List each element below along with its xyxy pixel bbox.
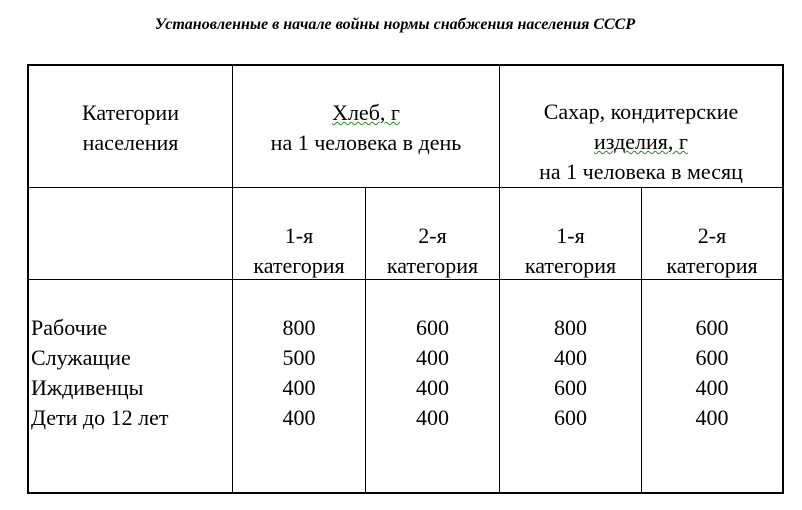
subheader-bread-cat2 — [366, 221, 499, 281]
subheader-cat-word: категория — [386, 253, 479, 278]
header-categories-line2: населения — [82, 130, 179, 155]
bread-cat1-values — [233, 313, 365, 433]
subheader-cat-word: категория — [666, 253, 758, 278]
header-bread — [233, 98, 499, 158]
value-cell: 400 — [282, 375, 316, 400]
sugar-cat2-values — [642, 313, 782, 433]
subheader-cat-word: категория — [524, 253, 617, 278]
subheader-cat-number: 1-я — [556, 223, 585, 248]
header-categories-line1: Категории — [82, 100, 179, 125]
row-divider — [29, 187, 782, 188]
sugar-cat1-values — [500, 313, 641, 433]
header-bread-line2: на 1 человека в день — [270, 130, 462, 155]
value-cell: 600 — [416, 315, 449, 340]
subheader-bread-cat1 — [233, 221, 365, 281]
value-cell: 400 — [416, 405, 449, 430]
value-cell: 600 — [695, 315, 729, 340]
header-sugar-unit: изделия, г — [594, 129, 688, 154]
header-bread-unit: Хлеб, г — [332, 100, 400, 125]
supply-norms-table — [27, 64, 784, 494]
header-categories — [29, 98, 232, 158]
row-label: Служащие — [31, 345, 131, 370]
value-cell: 800 — [282, 315, 316, 340]
value-cell: 600 — [554, 405, 587, 430]
subheader-cat-number: 2-я — [697, 223, 727, 248]
value-cell: 400 — [695, 375, 729, 400]
value-cell: 800 — [554, 315, 587, 340]
value-cell: 500 — [282, 345, 316, 370]
header-bread-line1 — [233, 98, 499, 128]
subheader-cat-number: 1-я — [284, 223, 314, 248]
header-sugar-line2 — [500, 127, 782, 157]
row-labels — [31, 313, 231, 433]
subheader-sugar-cat1 — [500, 221, 641, 281]
value-cell: 400 — [282, 405, 316, 430]
subheader-cat-word: категория — [253, 253, 345, 278]
value-cell: 400 — [416, 375, 449, 400]
subheader-cat-number: 2-я — [418, 223, 447, 248]
header-sugar — [500, 97, 782, 187]
bread-cat2-values — [366, 313, 499, 433]
value-cell: 600 — [554, 375, 587, 400]
header-sugar-line1: Сахар, кондитерские — [543, 99, 739, 124]
page-title: Установленные в начале войны нормы снабжения населения СССР — [154, 16, 636, 33]
value-cell: 600 — [695, 345, 729, 370]
value-cell: 400 — [416, 345, 449, 370]
row-label: Дети до 12 лет — [31, 405, 169, 430]
subheader-sugar-cat2 — [642, 221, 782, 281]
value-cell: 400 — [695, 405, 729, 430]
row-label: Иждивенцы — [31, 375, 144, 400]
header-sugar-line3: на 1 человека в месяц — [539, 159, 743, 184]
value-cell: 400 — [554, 345, 587, 370]
row-label: Рабочие — [31, 315, 108, 340]
